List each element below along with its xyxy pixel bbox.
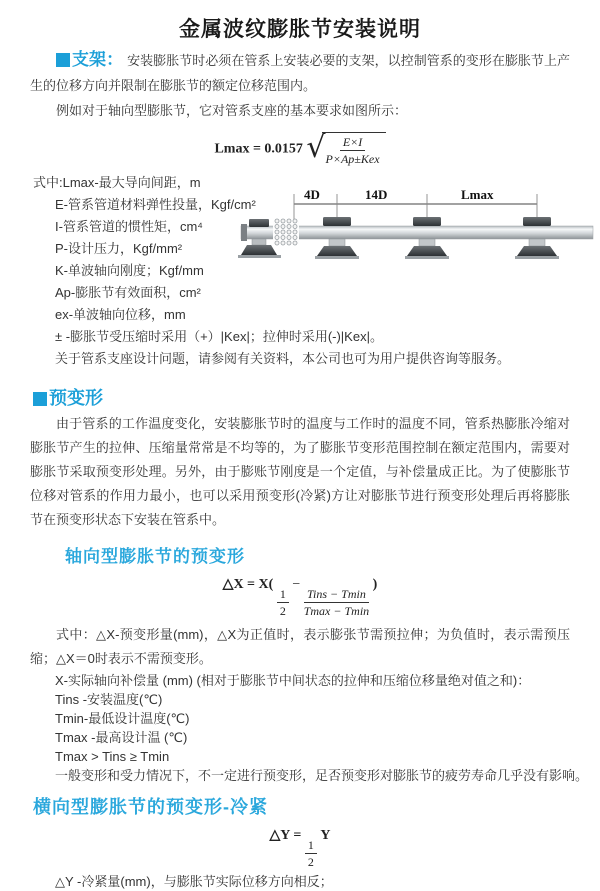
axial-formula-minus: − [292, 576, 301, 592]
lmax-formula [0, 132, 600, 167]
pipe-support-diagram [237, 186, 597, 274]
axial-frac2-num: Tins − Tmin [304, 587, 369, 603]
axial-note-line: 一般变形和受力情况下，不一定进行预变形，足否预变形对膨胀节的疲劳寿命几乎没有影响。 [55, 767, 589, 783]
definition-line: K-单波轴向刚度；Kgf/mm [55, 262, 204, 278]
dimension-label-14d: 14D [365, 187, 388, 202]
axial-formula [0, 576, 600, 619]
axial-variable-line: Tins -安装温度(℃) [55, 691, 163, 707]
axial-frac1-num: 1 [277, 587, 289, 603]
page-title: 金属波纹膨胀节安装说明 [179, 18, 421, 41]
definition-note: ± -膨胀节受压缩时采用（+）|Kex|；拉伸时采用(-)|Kex|。 [55, 328, 383, 344]
axial-explanation-paragraph: 式中：△X-预变形量(mm)，△X为正值时，表示膨张节需预拉伸；为负值时，表示需预压缩；△X＝0时表示不需预变形。 [30, 626, 570, 666]
axial-frac1-den: 2 [279, 604, 286, 619]
lateral-formula-rhs: Y [320, 827, 331, 843]
axial-subsection-heading: 轴向型膨胀节的预变形 [65, 546, 245, 566]
definition-line: I-管系管道的惯性矩，cm⁴ [55, 218, 203, 234]
axial-variable-line: Tmin-最低设计温度(℃) [55, 710, 190, 726]
lmax-formula-denominator: P×Ap±Kex [325, 152, 380, 167]
lateral-frac-num: 1 [305, 838, 317, 854]
axial-variable-line: Tmax -最高设计温 (℃) [55, 729, 188, 745]
preform-paragraph: 由于管系的工作温度变化，安装膨胀节时的温度与工作时的温度不同，管系热膨胀冷缩对膨胀节产生的拉伸、压缩量常常是不均等的，为了膨胀节变形范围控制在额定范围内，需要对膨胀节采取预变形处理。另外，由于膨账节刚度是一个定值，与补偿量成正比。为了使膨胀节位移对管系的作用力最小，也可以采用预变形(冷紧)方让对膨胀节进行预变形处理后再将膨胀节在预变形状态下安装在管系中。 [30, 415, 570, 527]
blue-square-icon [56, 53, 70, 67]
definition-line: P-设计压力，Kgf/mm² [55, 240, 183, 256]
axial-formula-rhs: ) [372, 576, 378, 592]
blue-square-icon [33, 392, 47, 406]
definition-line: 式中:Lmax-最大导向间距，m [33, 174, 201, 190]
lateral-formula [0, 827, 600, 870]
support-paragraph-2: 例如对于轴向型膨胀节，它对管系支座的基本要求如图所示： [56, 103, 408, 118]
definition-line: E-管系管道材料弹性投量，Kgf/cm² [55, 196, 256, 212]
dimension-label-lmax: Lmax [461, 187, 494, 202]
lmax-formula-lhs: Lmax = 0.0157 [214, 141, 303, 157]
support-paragraph-text: 安装膨胀节时必须在管系上安装必要的支架，以控制管系的变形在膨胀节上产生的位移方向并限制在膨胀节的额定位移范围内。 [30, 53, 570, 93]
lateral-formula-lhs: △Y = [269, 827, 302, 843]
lateral-frac-den: 2 [307, 855, 314, 870]
axial-frac2-den: Tmax − Tmin [303, 604, 370, 619]
axial-formula-lhs: △X = X( [222, 576, 274, 592]
radical-sign-icon: √ [306, 130, 326, 165]
dimension-label-4d: 4D [304, 187, 320, 202]
definition-note: 关于管系支座设计问题，请参阅有关资料，本公司也可为用户提供咨询等服务。 [55, 350, 511, 366]
lateral-subsection-heading: 横向型膨胀节的预变形-冷紧 [33, 796, 268, 817]
support-paragraph [30, 47, 570, 98]
support-heading: 支架： [72, 50, 124, 69]
axial-variable-line: Tmax > Tins ≥ Tmin [55, 748, 170, 764]
definition-line: Ap-膨胀节有效面积，cm² [55, 284, 201, 300]
lmax-formula-numerator: E×I [340, 135, 365, 151]
preform-section-heading [33, 384, 600, 410]
lateral-note-line: △Y -冷紧量(mm)，与膨胀节实际位移方向相反； [55, 873, 333, 889]
preform-heading-text: 预变形 [49, 387, 103, 408]
definition-line: ex-单波轴向位移，mm [55, 306, 186, 322]
axial-variable-line: X-实际轴向补偿量 (mm) (相对于膨胀节中间状态的拉伸和压缩位移量绝对值之和)： [55, 672, 531, 688]
pipe-diagram-image [237, 186, 597, 274]
sqrt-radical [306, 132, 385, 167]
